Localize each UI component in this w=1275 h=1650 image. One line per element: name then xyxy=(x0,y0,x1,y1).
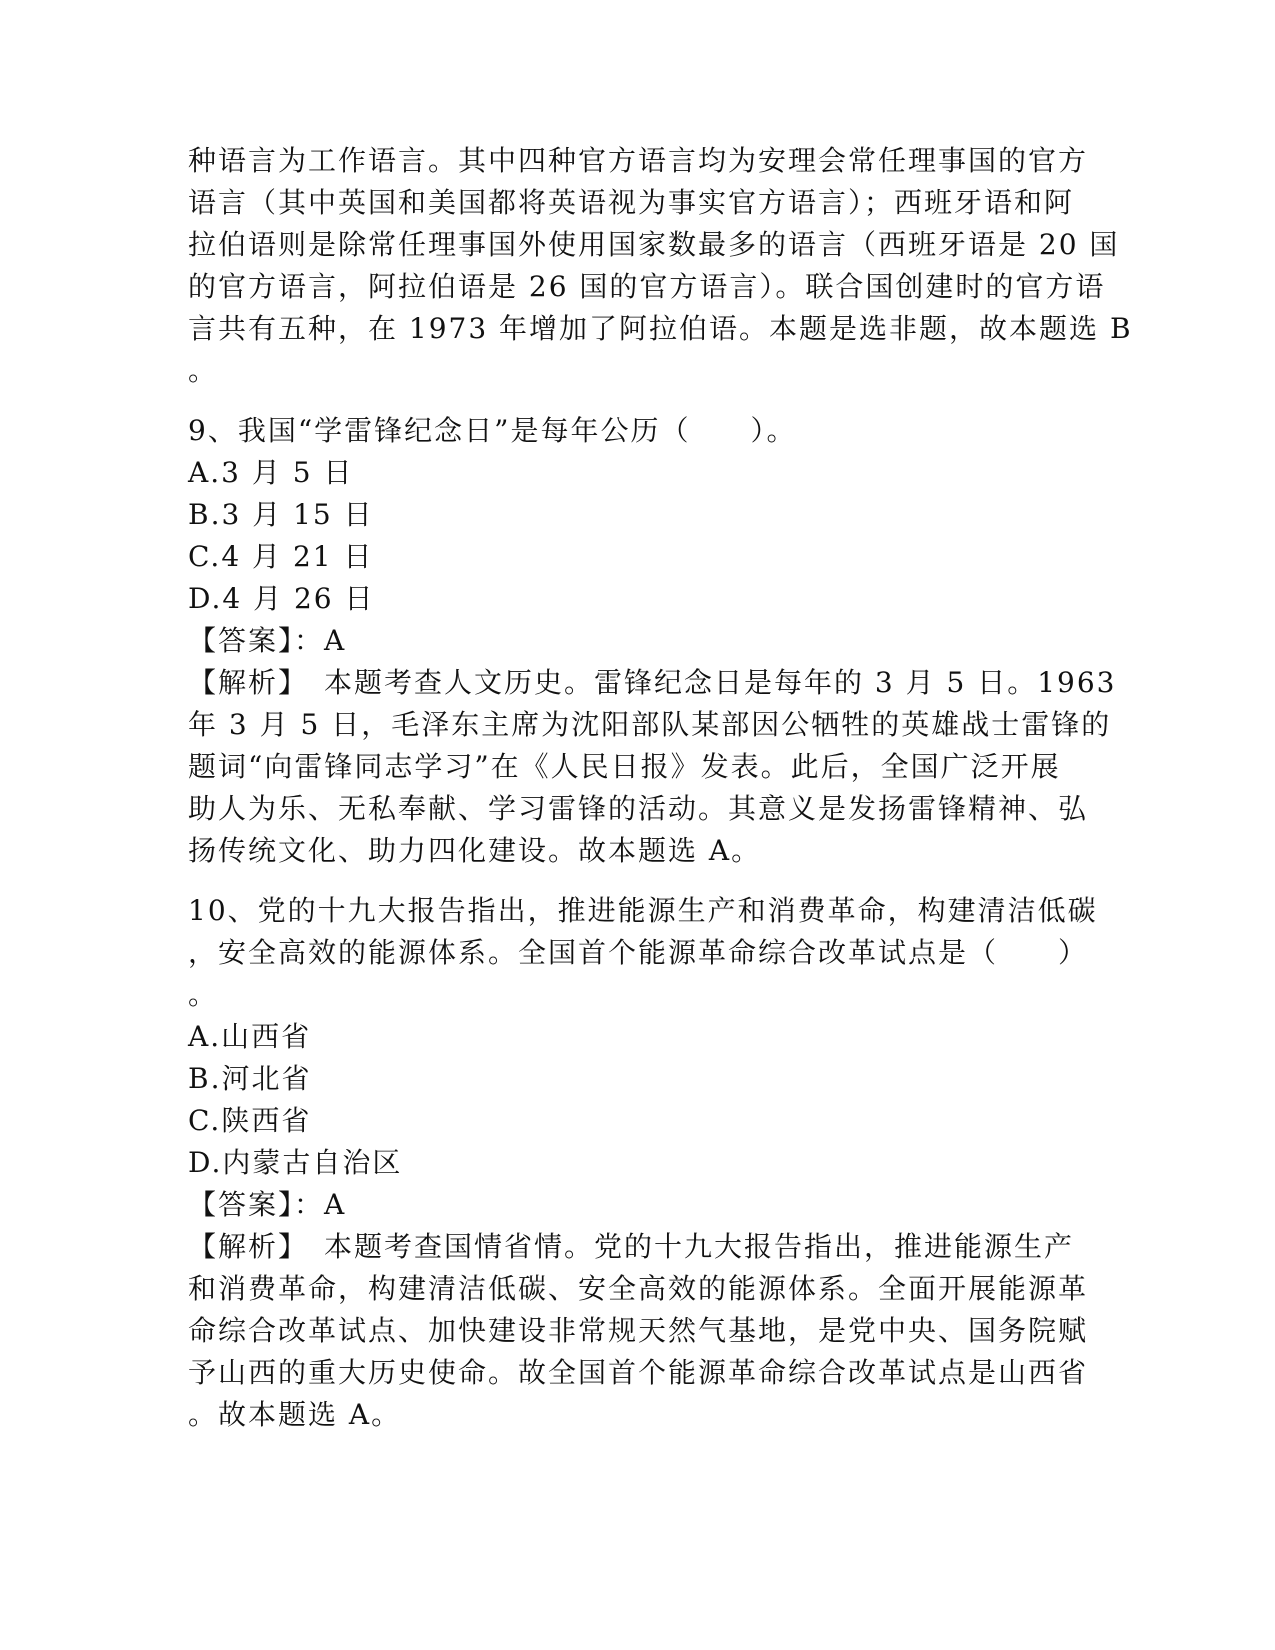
question-9-option-b: B.3 月 15 日 xyxy=(188,498,374,531)
text-line: ，安全高效的能源体系。全国首个能源革命综合改革试点是（ ） xyxy=(188,936,1089,969)
text-line: 扬传统文化、助力四化建设。故本题选 A。 xyxy=(188,834,762,867)
text-line: 题词“向雷锋同志学习”在《人民日报》发表。此后，全国广泛开展 xyxy=(188,750,1061,783)
question-9-option-d: D.4 月 26 日 xyxy=(188,582,375,615)
text-line: 。 xyxy=(188,354,219,387)
text-line: 助人为乐、无私奉献、学习雷锋的活动。其意义是发扬雷锋精神、弘 xyxy=(188,792,1089,825)
text-line: 予山西的重大历史使命。故全国首个能源革命综合改革试点是山西省 xyxy=(188,1356,1089,1389)
question-9-option-c: C.4 月 21 日 xyxy=(188,540,374,573)
text-line: 。故本题选 A。 xyxy=(188,1398,402,1431)
question-10-option-c: C.陕西省 xyxy=(188,1104,312,1137)
text-line: 拉伯语则是除常任理事国外使用国家数最多的语言（西班牙语是 20 国 xyxy=(188,228,1120,261)
question-10-option-a: A.山西省 xyxy=(188,1020,312,1053)
question-10-answer: 【答案】：A xyxy=(188,1188,347,1221)
question-9-option-a: A.3 月 5 日 xyxy=(188,456,354,489)
text-line: 语言（其中英国和美国都将英语视为事实官方语言）；西班牙语和阿 xyxy=(188,186,1075,219)
question-10-stem: 10、党的十九大报告指出，推进能源生产和消费革命，构建清洁低碳 xyxy=(188,894,1098,927)
question-10-option-b: B.河北省 xyxy=(188,1062,312,1095)
text-line: 种语言为工作语言。其中四种官方语言均为安理会常任理事国的官方 xyxy=(188,144,1089,177)
text-line: 年 3 月 5 日，毛泽东主席为沈阳部队某部因公牺牲的英雄战士雷锋的 xyxy=(188,708,1112,741)
question-9-analysis: 【解析】 本题考查人文历史。雷锋纪念日是每年的 3 月 5 日。1963 xyxy=(188,666,1117,699)
text-line: 命综合改革试点、加快建设非常规天然气基地，是党中央、国务院赋 xyxy=(188,1314,1089,1347)
question-10-option-d: D.内蒙古自治区 xyxy=(188,1146,403,1179)
question-10-analysis: 【解析】 本题考查国情省情。党的十九大报告指出，推进能源生产 xyxy=(188,1230,1075,1263)
text-line: 。 xyxy=(188,978,219,1011)
text-line: 言共有五种，在 1973 年增加了阿拉伯语。本题是选非题，故本题选 B xyxy=(188,312,1133,345)
text-line: 和消费革命，构建清洁低碳、安全高效的能源体系。全面开展能源革 xyxy=(188,1272,1089,1305)
question-9-answer: 【答案】：A xyxy=(188,624,347,657)
text-line: 的官方语言，阿拉伯语是 26 国的官方语言）。联合国创建时的官方语 xyxy=(188,270,1106,303)
question-9-stem: 9、我国“学雷锋纪念日”是每年公历（ ）。 xyxy=(188,414,797,447)
